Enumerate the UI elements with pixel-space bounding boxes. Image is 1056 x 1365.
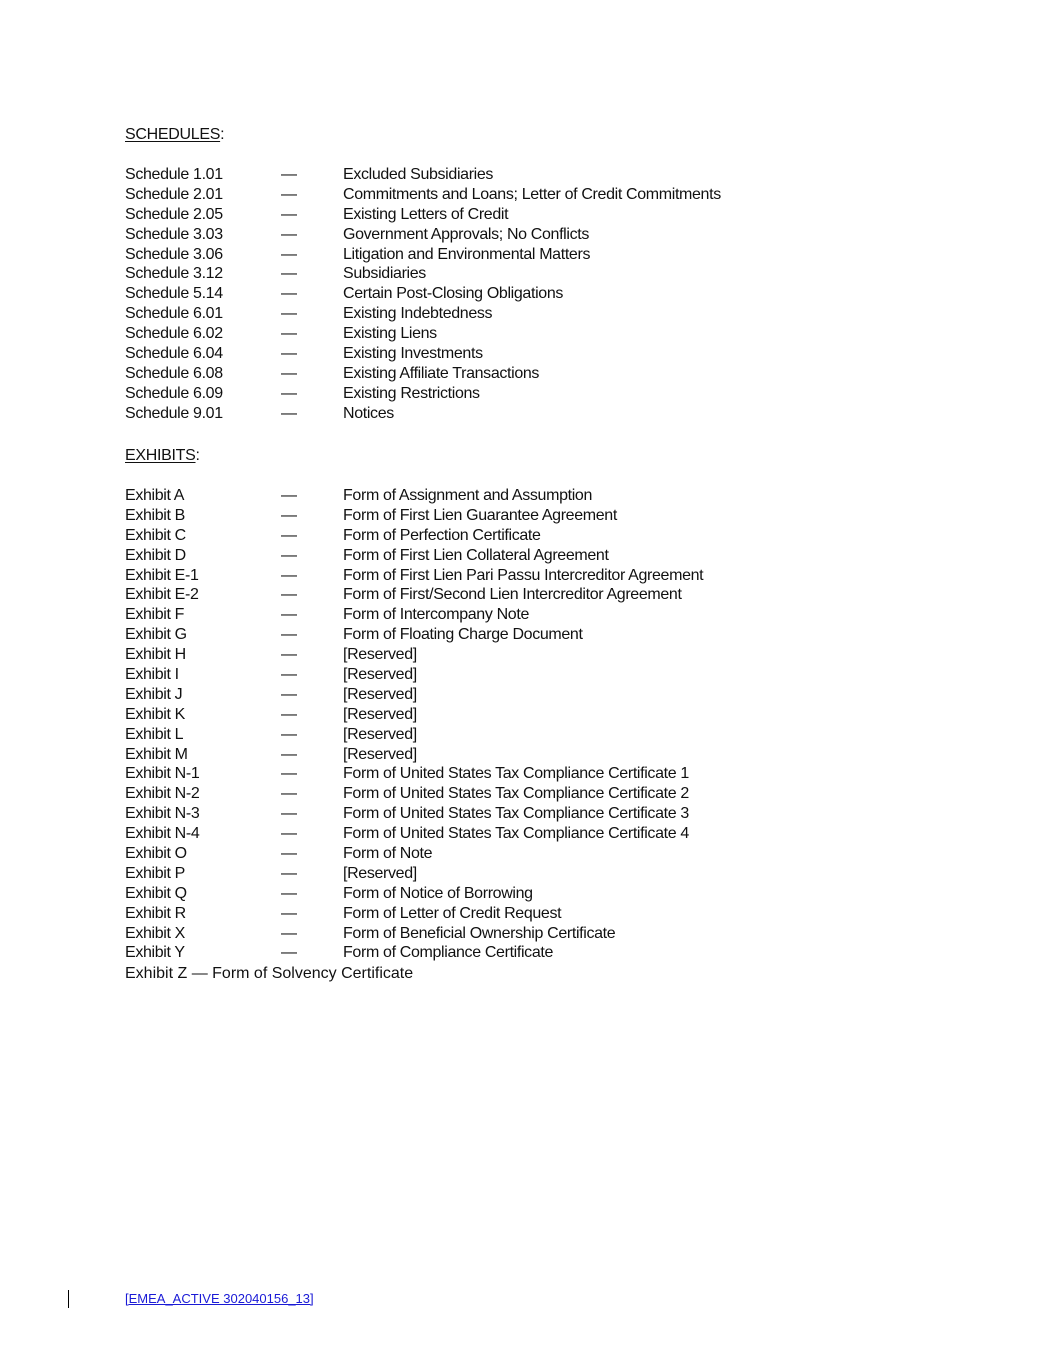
schedule-description: Litigation and Environmental Matters xyxy=(343,245,591,263)
em-dash: — xyxy=(281,546,297,564)
exhibit-id: Exhibit Q xyxy=(125,884,187,902)
schedule-id: Schedule 6.04 xyxy=(125,345,223,363)
schedule-row xyxy=(125,284,825,304)
em-dash: — xyxy=(281,487,297,504)
schedule-id: Schedule 3.03 xyxy=(125,225,223,243)
schedule-id: Schedule 5.14 xyxy=(125,285,223,303)
exhibit-description: Form of First Lien Guarantee Agreement xyxy=(343,506,617,524)
exhibit-row xyxy=(125,645,825,665)
schedule-description: Notices xyxy=(343,404,394,422)
exhibit-id: Exhibit H xyxy=(125,646,186,664)
schedule-row xyxy=(125,185,825,205)
exhibit-id: Exhibit F xyxy=(125,606,185,624)
exhibit-row xyxy=(125,625,825,645)
schedule-id: Schedule 3.12 xyxy=(125,265,223,283)
exhibit-description: Form of First/Second Lien Intercreditor Agreement xyxy=(343,586,682,604)
schedule-id: Schedule 1.01 xyxy=(125,166,223,183)
schedule-description: Subsidiaries xyxy=(343,265,426,283)
schedule-id: Schedule 2.01 xyxy=(125,185,223,203)
exhibit-row xyxy=(125,486,825,506)
exhibit-id: Exhibit N-3 xyxy=(125,805,200,823)
schedules-list xyxy=(125,165,825,424)
exhibit-row xyxy=(125,745,825,765)
em-dash: — xyxy=(281,364,297,382)
schedule-row xyxy=(125,364,825,384)
exhibit-id: Exhibit B xyxy=(125,506,185,524)
em-dash: — xyxy=(281,646,297,664)
schedule-description: Commitments and Loans; Letter of Credit Commitments xyxy=(343,185,721,203)
em-dash: — xyxy=(281,845,297,863)
exhibit-description: Form of Assignment and Assumption xyxy=(343,487,593,504)
schedule-description: Excluded Subsidiaries xyxy=(343,166,494,183)
schedule-id: Schedule 9.01 xyxy=(125,404,223,422)
exhibit-description: Form of Perfection Certificate xyxy=(343,526,541,544)
last-exhibit-block xyxy=(125,964,825,984)
em-dash: — xyxy=(281,904,297,922)
exhibit-row xyxy=(125,665,825,685)
em-dash: — xyxy=(281,944,297,962)
em-dash: — xyxy=(281,384,297,402)
schedule-id: Schedule 6.01 xyxy=(125,305,223,323)
schedule-id: Schedule 6.08 xyxy=(125,364,223,382)
em-dash: — xyxy=(281,185,297,203)
schedule-description: Existing Liens xyxy=(343,325,437,343)
exhibit-id: Exhibit D xyxy=(125,546,186,564)
em-dash: — xyxy=(281,166,297,183)
em-dash: — xyxy=(281,626,297,644)
exhibit-id: Exhibit A xyxy=(125,487,185,504)
em-dash: — xyxy=(281,526,297,544)
exhibit-id: Exhibit R xyxy=(125,904,186,922)
schedule-id: Schedule 2.05 xyxy=(125,205,223,223)
exhibit-id: Exhibit X xyxy=(125,924,185,942)
em-dash: — xyxy=(281,666,297,684)
em-dash: — xyxy=(281,325,297,343)
exhibit-description: Form of United States Tax Compliance Certificate 3 xyxy=(343,805,689,823)
em-dash: — xyxy=(281,205,297,223)
exhibit-id: Exhibit M xyxy=(125,745,188,763)
em-dash: — xyxy=(281,785,297,803)
change-bar xyxy=(68,1290,69,1308)
exhibit-row xyxy=(125,605,825,625)
exhibit-description: [Reserved] xyxy=(343,685,417,703)
schedule-row xyxy=(125,304,825,324)
schedules-heading-colon: : xyxy=(220,126,225,143)
exhibit-row xyxy=(125,844,825,864)
em-dash: — xyxy=(281,864,297,882)
em-dash: — xyxy=(281,825,297,843)
exhibit-description: Form of Beneficial Ownership Certificate xyxy=(343,924,616,942)
schedule-description: Existing Affiliate Transactions xyxy=(343,364,540,382)
em-dash: — xyxy=(281,586,297,604)
schedule-description: Existing Letters of Credit xyxy=(343,205,509,223)
schedule-row xyxy=(125,225,825,245)
em-dash: — xyxy=(281,225,297,243)
exhibit-id: Exhibit E-1 xyxy=(125,566,199,584)
exhibit-row xyxy=(125,764,825,784)
exhibit-id: Exhibit Z xyxy=(125,965,188,982)
schedules-heading xyxy=(125,125,224,145)
schedule-row xyxy=(125,165,825,185)
exhibits-heading-colon: : xyxy=(195,447,200,464)
exhibit-id: Exhibit N-4 xyxy=(125,825,200,843)
exhibit-description: Form of Note xyxy=(343,845,433,863)
exhibit-id: Exhibit P xyxy=(125,864,185,882)
em-dash: — xyxy=(281,265,297,283)
exhibit-description: Form of United States Tax Compliance Certificate 4 xyxy=(343,825,689,843)
schedule-description: Existing Indebtedness xyxy=(343,305,493,323)
exhibit-row xyxy=(125,566,825,586)
exhibit-id: Exhibit E-2 xyxy=(125,586,199,604)
em-dash: — xyxy=(281,725,297,743)
em-dash: — xyxy=(281,345,297,363)
exhibit-id: Exhibit K xyxy=(125,705,185,723)
exhibit-row xyxy=(125,864,825,884)
schedule-description: Existing Restrictions xyxy=(343,384,480,402)
exhibit-row xyxy=(125,546,825,566)
exhibit-description: [Reserved] xyxy=(343,745,417,763)
em-dash: — xyxy=(281,245,297,263)
exhibit-row xyxy=(125,725,825,745)
exhibit-description: Form of Notice of Borrowing xyxy=(343,884,533,902)
schedule-description: Certain Post-Closing Obligations xyxy=(343,285,564,303)
schedule-row xyxy=(125,205,825,225)
exhibit-id: Exhibit O xyxy=(125,845,187,863)
exhibit-description: Form of Letter of Credit Request xyxy=(343,904,562,922)
schedule-description: Government Approvals; No Conflicts xyxy=(343,225,589,243)
exhibit-description: Form of Intercompany Note xyxy=(343,606,529,624)
exhibit-id: Exhibit N-2 xyxy=(125,785,200,803)
exhibit-description: [Reserved] xyxy=(343,666,417,684)
exhibit-row xyxy=(125,506,825,526)
schedule-row xyxy=(125,404,825,424)
exhibit-row xyxy=(125,804,825,824)
exhibit-id: Exhibit L xyxy=(125,725,184,743)
schedule-id: Schedule 6.02 xyxy=(125,325,223,343)
exhibits-heading xyxy=(125,446,200,466)
schedule-id: Schedule 6.09 xyxy=(125,384,223,402)
exhibits-heading-text: EXHIBITS xyxy=(125,447,196,464)
exhibit-id: Exhibit G xyxy=(125,626,187,644)
em-dash: — xyxy=(281,924,297,942)
exhibit-row xyxy=(125,884,825,904)
exhibit-id: Exhibit N-1 xyxy=(125,765,200,783)
exhibit-description: Form of Solvency Certificate xyxy=(212,965,414,982)
exhibit-id: Exhibit I xyxy=(125,666,179,684)
exhibit-description: [Reserved] xyxy=(343,725,417,743)
exhibit-description: Form of First Lien Collateral Agreement xyxy=(343,546,609,564)
schedule-row xyxy=(125,264,825,284)
em-dash: — xyxy=(191,965,213,982)
exhibit-row xyxy=(125,924,825,944)
em-dash: — xyxy=(281,884,297,902)
exhibit-row xyxy=(125,705,825,725)
em-dash: — xyxy=(281,685,297,703)
em-dash: — xyxy=(281,705,297,723)
document-reference-link[interactable]: [EMEA_ACTIVE 302040156_13] xyxy=(125,1291,314,1306)
exhibit-description: Form of Compliance Certificate xyxy=(343,944,554,962)
exhibit-row xyxy=(125,585,825,605)
exhibit-description: Form of Floating Charge Document xyxy=(343,626,583,644)
em-dash: — xyxy=(281,506,297,524)
exhibit-row xyxy=(125,904,825,924)
em-dash: — xyxy=(281,745,297,763)
schedule-description: Existing Investments xyxy=(343,345,483,363)
em-dash: — xyxy=(281,805,297,823)
exhibit-id: Exhibit Y xyxy=(125,944,185,962)
em-dash: — xyxy=(281,285,297,303)
exhibit-description: Form of First Lien Pari Passu Intercreditor Agreement xyxy=(343,566,704,584)
exhibit-row-z xyxy=(125,964,825,984)
schedules-heading-text: SCHEDULES xyxy=(125,126,221,143)
em-dash: — xyxy=(281,606,297,624)
schedule-row xyxy=(125,324,825,344)
exhibit-description: [Reserved] xyxy=(343,705,417,723)
exhibit-row xyxy=(125,685,825,705)
exhibit-row xyxy=(125,824,825,844)
exhibit-row xyxy=(125,943,825,963)
exhibit-id: Exhibit J xyxy=(125,685,183,703)
schedule-id: Schedule 3.06 xyxy=(125,245,223,263)
exhibit-description: Form of United States Tax Compliance Certificate 1 xyxy=(343,765,689,783)
schedule-row xyxy=(125,245,825,265)
exhibit-description: [Reserved] xyxy=(343,646,417,664)
exhibit-row xyxy=(125,526,825,546)
schedule-row xyxy=(125,344,825,364)
exhibit-description: [Reserved] xyxy=(343,864,417,882)
exhibit-row xyxy=(125,784,825,804)
em-dash: — xyxy=(281,404,297,422)
em-dash: — xyxy=(281,765,297,783)
exhibits-list xyxy=(125,486,825,963)
exhibit-id: Exhibit C xyxy=(125,526,186,544)
schedule-row xyxy=(125,384,825,404)
em-dash: — xyxy=(281,566,297,584)
em-dash: — xyxy=(281,305,297,323)
exhibit-description: Form of United States Tax Compliance Certificate 2 xyxy=(343,785,689,803)
